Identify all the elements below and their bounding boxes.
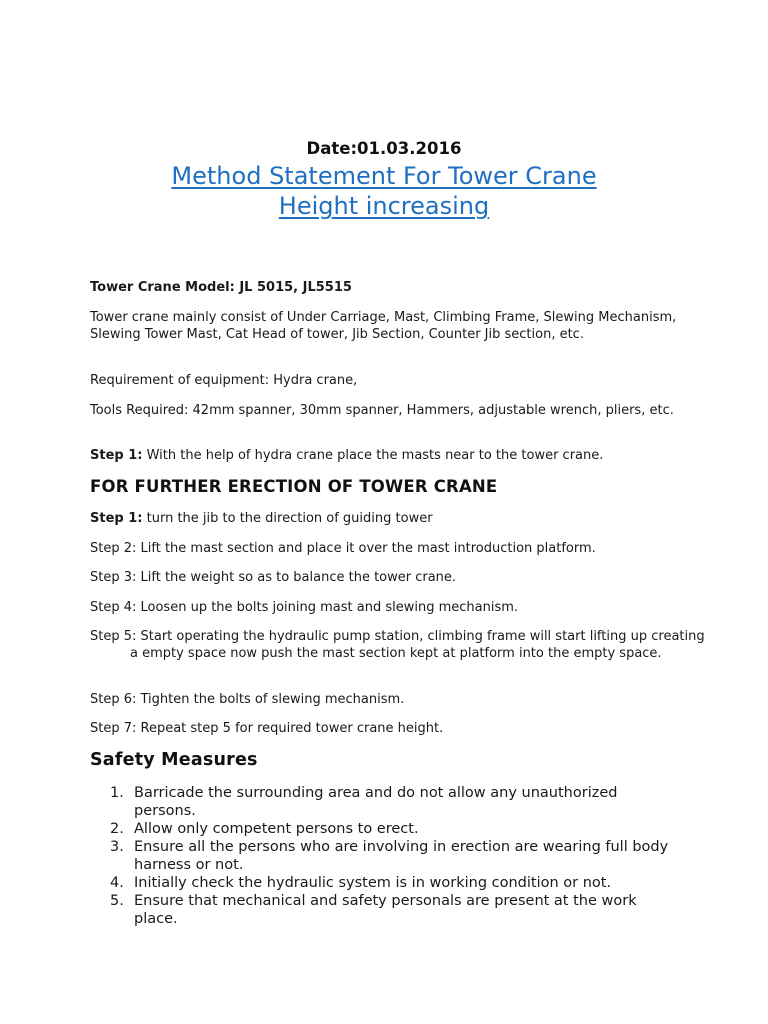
intro-paragraph: Tower crane mainly consist of Under Carriage, Mast, Climbing Frame, Slewing Mechanism, Slewing Tower Mast, Cat Head of tower, Jib Section, Counter Jib section, etc. [90,310,677,342]
initial-step-1 [90,447,690,464]
safety-item [90,838,670,874]
safety-item-number: 3. [110,839,124,855]
safety-item [90,892,670,928]
safety-item-text: Allow only competent persons to erect. [134,821,419,837]
further-step-1-text: turn the jib to the direction of guiding tower [142,511,433,526]
safety-item-number: 4. [110,875,124,891]
safety-item-number: 5. [110,893,124,909]
safety-measures-list [90,784,670,928]
equipment-requirement: Requirement of equipment: Hydra crane, [90,373,358,388]
further-step-2: Step 2: Lift the mast section and place it over the mast introduction platform. [90,541,596,556]
safety-item-text: Barricade the surrounding area and do not allow any unauthorized persons. [134,785,618,819]
document-date: Date:01.03.2016 [306,139,462,158]
further-erection-heading: FOR FURTHER ERECTION OF TOWER CRANE [90,477,498,496]
safety-measures-heading: Safety Measures [90,750,258,770]
further-step-6: Step 6: Tighten the bolts of slewing mechanism. [90,692,405,707]
document-title-line2: Height increasing [278,192,490,220]
document-title [0,161,768,221]
crane-model: Tower Crane Model: JL 5015, JL5515 [90,280,352,295]
further-step-7: Step 7: Repeat step 5 for required tower crane height. [90,721,444,736]
safety-item [90,874,670,892]
further-step-4: Step 4: Loosen up the bolts joining mast and slewing mechanism. [90,600,519,615]
further-step-5: Step 5: Start operating the hydraulic pump station, climbing frame will start lifting up creating a empty space now push the mast section kept at platform into the empty space. [90,629,705,661]
further-step-3: Step 3: Lift the weight so as to balance the tower crane. [90,570,457,585]
initial-step-1-text: With the help of hydra crane place the masts near to the tower crane. [142,448,604,463]
tools-required: Tools Required: 42mm spanner, 30mm spanner, Hammers, adjustable wrench, pliers, etc. [90,403,674,418]
initial-step-1-label: Step 1: [90,448,143,463]
safety-item-number: 2. [110,821,124,837]
safety-item-text: Ensure that mechanical and safety personals are present at the work place. [134,893,637,927]
safety-item-text: Initially check the hydraulic system is in working condition or not. [134,875,612,891]
safety-item-text: Ensure all the persons who are involving in erection are wearing full body harness or not. [134,839,669,873]
document-title-line1: Method Statement For Tower Crane [171,162,597,190]
further-step-1 [90,510,690,527]
safety-item [90,820,670,838]
safety-item-number: 1. [110,785,124,801]
further-step-1-label: Step 1: [90,511,143,526]
safety-item [90,784,670,820]
